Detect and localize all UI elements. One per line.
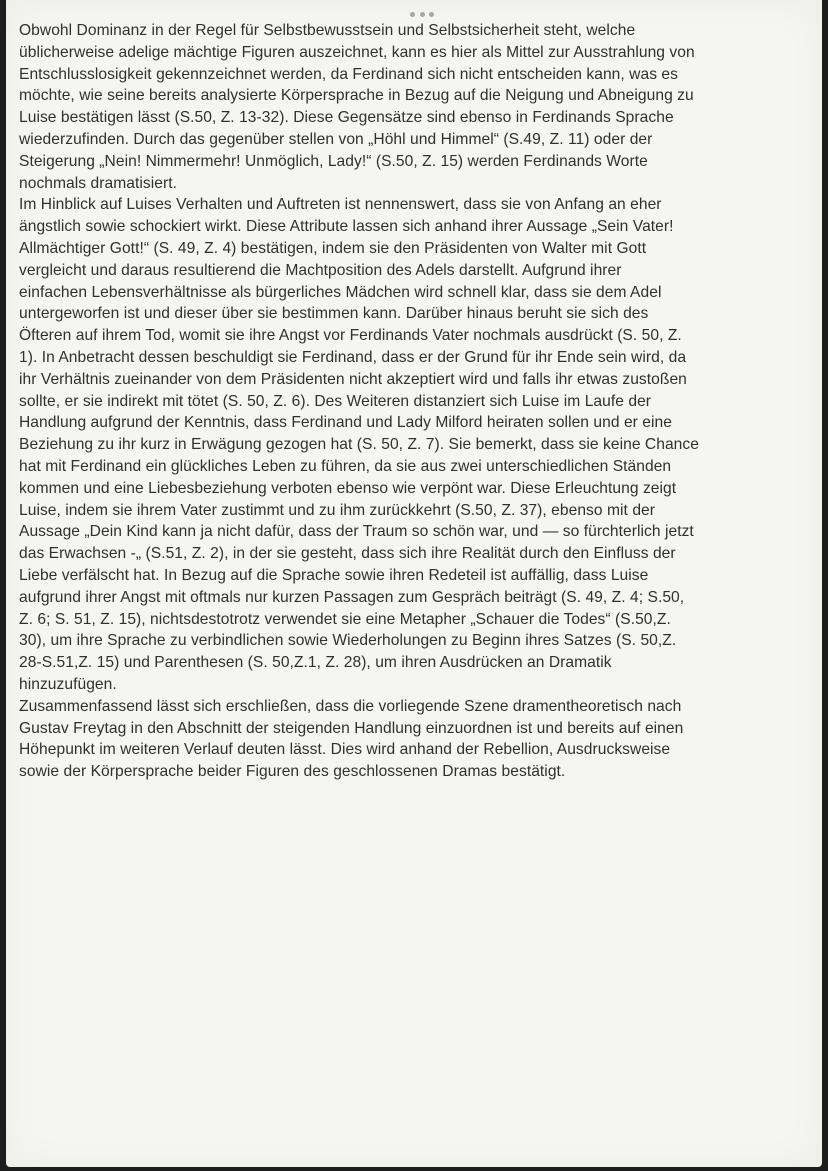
text-line: sollte, er sie indirekt mit tötet (S. 50, Z. 6). Des Weiteren distanziert sich Luise im Laufe der	[19, 392, 652, 410]
text-line: Aussage „Dein Kind kann ja nicht dafür, dass der Traum so schön war, und — so fürchterlich jetzt	[19, 523, 694, 541]
text-line: ängstlich sowie schockiert wirkt. Diese Attribute lassen sich anhand ihrer Aussage „Sein Vater!	[19, 218, 674, 236]
text-line: Im Hinblick auf Luises Verhalten und Auftreten ist nennenswert, dass sie von Anfang an eher	[19, 196, 662, 214]
text-line: Luise, indem sie ihrem Vater zustimmt und zu ihm zurückkehrt (S.50, Z. 37), ebenso mit der	[19, 501, 656, 519]
text-line: kommen und eine Liebesbeziehung verboten ebenso wie verpönt war. Diese Erleuchtung zeigt	[19, 479, 677, 497]
text-line: vergleicht und daraus resultierend die Machtposition des Adels darstellt. Aufgrund ihrer	[19, 261, 622, 279]
text-line: das Erwachsen -„ (S.51, Z. 2), in der sie gesteht, dass sich ihre Realität durch den Einfluss der	[19, 545, 676, 563]
text-line: Entschlusslosigkeit gekennzeichnet werden, da Ferdinand sich nicht entscheiden kann, was es	[19, 65, 679, 83]
text-line: wiederzufinden. Durch das gegenüber stellen von „Höhl und Himmel“ (S.49, Z. 11) oder der	[19, 130, 653, 148]
text-line: Liebe verfälscht hat. In Bezug auf die Sprache sowie ihren Redeteil ist auffällig, dass Luise	[19, 566, 649, 584]
text-line: 1). In Anbetracht dessen beschuldigt sie Ferdinand, dass er der Grund für ihr Ende sein wird, da	[19, 348, 687, 366]
dot	[420, 12, 425, 17]
text-line: üblicherweise adelige mächtige Figuren auszeichnet, kann es hier als Mittel zur Ausstrahlung von	[19, 43, 695, 61]
text-line: möchte, wie seine bereits analysierte Körpersprache in Bezug auf die Neigung und Abneigung zu	[19, 87, 694, 105]
text-line: Handlung aufgrund der Kenntnis, dass Ferdinand und Lady Milford heiraten sollen und er eine	[19, 414, 672, 432]
dot	[429, 12, 434, 17]
text-line: Beziehung zu ihr kurz in Erwägung gezogen hat (S. 50, Z. 7). Sie bemerkt, dass sie keine Chance	[19, 436, 699, 454]
text-line: Luise bestätigen lässt (S.50, Z. 13-32). Diese Gegensätze sind ebenso in Ferdinands Sprache	[19, 109, 674, 127]
text-line: Allmächtiger Gott!“ (S. 49, Z. 4) bestätigen, indem sie den Präsidenten von Walter mit Gott	[19, 239, 647, 257]
text-line: Gustav Freytag in den Abschnitt der steigenden Handlung einzuordnen ist und bereits auf einen	[19, 719, 684, 737]
text-line: Z. 6; S. 51, Z. 15), nichtsdestotrotz verwendet sie eine Metapher „Schauer die Todes“ (S.50,Z.	[19, 610, 671, 628]
dot	[410, 12, 415, 17]
text-line: hat mit Ferdinand ein glückliches Leben zu führen, da sie aus zwei unterschiedlichen Ständen	[19, 457, 672, 475]
text-line: sowie der Körpersprache beider Figuren des geschlossenen Dramas bestätigt.	[19, 763, 566, 781]
text-line: Obwohl Dominanz in der Regel für Selbstbewusstsein und Selbstsicherheit steht, welche	[19, 22, 636, 39]
text-line: 28-S.51,Z. 15) und Parenthesen (S. 50,Z.1, Z. 28), um ihren Ausdrücken an Dramatik	[19, 654, 612, 672]
more-horizontal-icon[interactable]	[410, 9, 434, 19]
text-line: 30), um ihre Sprache zu verbindlichen sowie Wiederholungen zu Beginn ihres Satzes (S. 50,Z.	[19, 632, 677, 650]
document-text	[19, 20, 819, 783]
text-line: Zusammenfassend lässt sich erschließen, dass die vorliegende Szene dramentheoretisch nach	[19, 697, 682, 715]
text-line: Steigerung „Nein! Nimmermehr! Unmöglich, Lady!“ (S.50, Z. 15) werden Ferdinands Worte	[19, 152, 648, 170]
text-line: Öfteren auf ihrem Tod, womit sie ihre Angst vor Ferdinands Vater nochmals ausdrückt (S. 50, Z.	[19, 327, 682, 345]
text-line: hinzuzufügen.	[19, 675, 117, 693]
text-line: untergeworfen ist und dieser über sie bestimmen kann. Darüber hinaus beruht sie sich des	[19, 305, 649, 323]
text-line: einfachen Lebensverhältnisse als bürgerliches Mädchen wird schnell klar, dass sie dem Adel	[19, 283, 662, 301]
text-line: aufgrund ihrer Angst mit oftmals nur kurzen Passagen zum Gespräch beiträgt (S. 49, Z. 4; S.50,	[19, 588, 685, 606]
text-line: nochmals dramatisiert.	[19, 174, 177, 192]
text-line: Höhepunkt im weiteren Verlauf deuten lässt. Dies wird anhand der Rebellion, Ausdrucksweise	[19, 741, 671, 759]
text-line: ihr Verhältnis zueinander von dem Präsidenten nicht akzeptiert wird und falls ihr etwas zustoßen	[19, 370, 687, 388]
